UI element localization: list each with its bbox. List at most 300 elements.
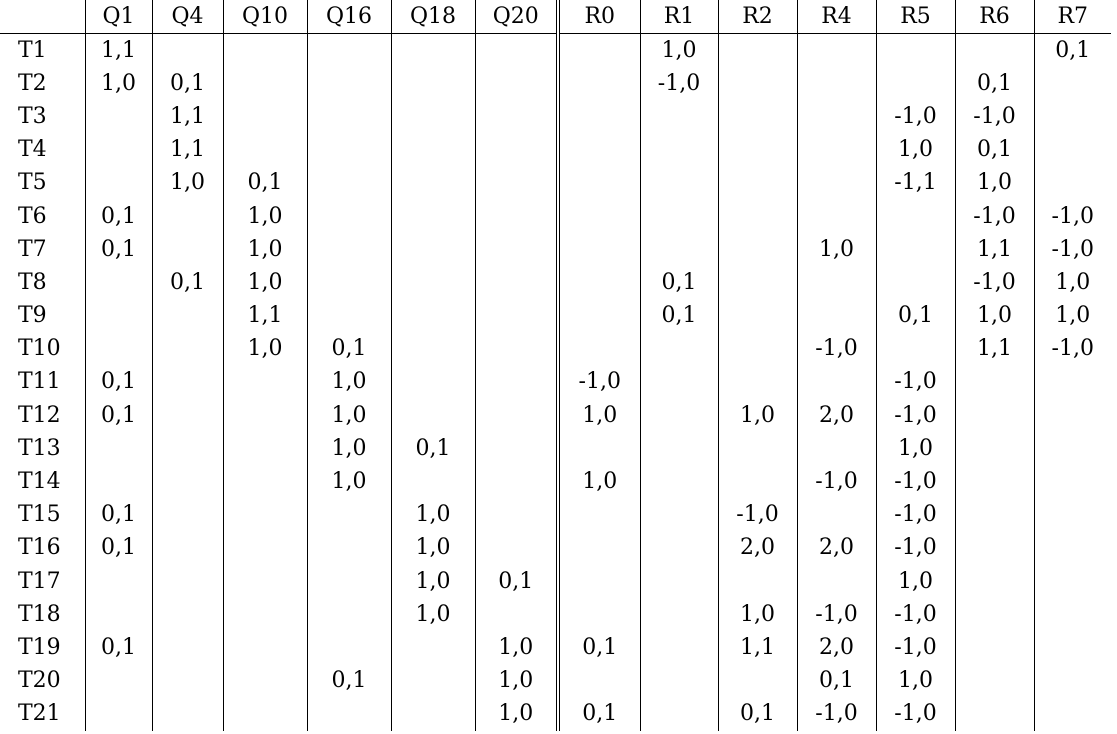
row-label: T18 [18, 601, 61, 627]
table-cell [391, 631, 475, 664]
table-cell: 0,1 [1034, 34, 1111, 68]
table-cell [640, 432, 718, 465]
table-cell: -1,1 [876, 167, 955, 200]
column-header: Q20 [475, 0, 558, 34]
table-cell [475, 233, 558, 266]
table-cell: -1,0 [718, 499, 797, 532]
table-cell: 0,1 [391, 432, 475, 465]
table-cell: 1,0 [152, 167, 223, 200]
table-cell [558, 233, 640, 266]
table-cell [718, 366, 797, 399]
table-cell: -1,0 [876, 366, 955, 399]
table-cell: 1,1 [223, 300, 307, 333]
table-cell: 1,0 [85, 67, 152, 100]
table-cell [640, 499, 718, 532]
table-cell [1034, 167, 1111, 200]
table-cell [718, 34, 797, 68]
table-row [0, 499, 1111, 532]
table-cell [955, 399, 1034, 432]
table-cell [640, 665, 718, 698]
column-header: Q16 [307, 0, 391, 34]
table-cell: 1,0 [876, 134, 955, 167]
table-cell [558, 266, 640, 299]
table-cell [391, 366, 475, 399]
table-cell [475, 333, 558, 366]
table-cell [475, 598, 558, 631]
table-cell [558, 565, 640, 598]
table-cell [391, 300, 475, 333]
table-cell [152, 333, 223, 366]
table-cell: 0,1 [718, 698, 797, 731]
table-cell: 0,1 [85, 366, 152, 399]
table-cell [85, 565, 152, 598]
table-cell [640, 100, 718, 133]
table-cell: 1,0 [223, 333, 307, 366]
column-header: R2 [718, 0, 797, 34]
column-header: Q4 [152, 0, 223, 34]
table-cell [85, 698, 152, 731]
table-row [0, 200, 1111, 233]
table-row [0, 665, 1111, 698]
table-cell: 1,0 [307, 432, 391, 465]
table-row [0, 167, 1111, 200]
row-label: T19 [18, 634, 61, 660]
table-cell [797, 300, 876, 333]
table-cell [152, 465, 223, 498]
table-cell [223, 34, 307, 68]
table-cell [85, 598, 152, 631]
table-cell [223, 499, 307, 532]
table-cell [152, 432, 223, 465]
table-cell [640, 167, 718, 200]
table-row [0, 399, 1111, 432]
table-cell [955, 698, 1034, 731]
table-cell [797, 100, 876, 133]
row-label: T6 [18, 203, 47, 229]
table-cell: 1,0 [307, 399, 391, 432]
table-cell [955, 598, 1034, 631]
table-cell [718, 67, 797, 100]
table-cell: 0,1 [876, 300, 955, 333]
table-body [0, 34, 1111, 731]
table-cell [475, 167, 558, 200]
table-cell [85, 333, 152, 366]
table-cell: -1,0 [1034, 233, 1111, 266]
table-cell [1034, 432, 1111, 465]
table-cell [955, 499, 1034, 532]
table-cell [152, 366, 223, 399]
table-cell [558, 134, 640, 167]
table-cell [475, 532, 558, 565]
table-cell: 0,1 [475, 565, 558, 598]
row-label: T4 [18, 137, 47, 163]
table-cell [391, 67, 475, 100]
table-cell [85, 432, 152, 465]
table-cell: -1,0 [876, 465, 955, 498]
table-cell [718, 465, 797, 498]
table-cell [475, 366, 558, 399]
table-cell: 0,1 [152, 266, 223, 299]
table-cell [640, 200, 718, 233]
table-cell [85, 300, 152, 333]
table-cell: -1,0 [876, 499, 955, 532]
table-cell: 0,1 [85, 631, 152, 664]
table-cell [558, 34, 640, 68]
table-cell: 1,0 [307, 366, 391, 399]
table-row [0, 565, 1111, 598]
table-cell [797, 200, 876, 233]
table-row [0, 698, 1111, 731]
table-cell [797, 499, 876, 532]
table-cell: 1,0 [558, 465, 640, 498]
table-cell: 1,1 [85, 34, 152, 68]
table-row [0, 333, 1111, 366]
column-header: Q10 [223, 0, 307, 34]
table-cell [391, 200, 475, 233]
table-cell [955, 465, 1034, 498]
table-cell: -1,0 [955, 266, 1034, 299]
table-cell [391, 465, 475, 498]
row-label: T20 [18, 668, 61, 694]
table-cell [152, 665, 223, 698]
corner-cell [0, 0, 85, 34]
table-cell: 1,0 [797, 233, 876, 266]
row-label: T9 [18, 303, 47, 329]
row-label: T1 [18, 37, 47, 63]
table-cell: -1,0 [876, 631, 955, 664]
table-cell: 1,0 [391, 565, 475, 598]
table-cell [955, 532, 1034, 565]
table-row [0, 134, 1111, 167]
table-cell: 1,1 [718, 631, 797, 664]
table-cell [1034, 598, 1111, 631]
table-cell: 1,0 [718, 598, 797, 631]
column-header: R1 [640, 0, 718, 34]
table-cell: 1,0 [223, 200, 307, 233]
table-cell [1034, 100, 1111, 133]
column-header: Q18 [391, 0, 475, 34]
table-cell: 1,1 [955, 333, 1034, 366]
table-cell [558, 598, 640, 631]
row-label: T12 [18, 402, 61, 428]
table-cell [718, 432, 797, 465]
table-cell: 0,1 [797, 665, 876, 698]
header-row [0, 0, 1111, 34]
table-cell [718, 100, 797, 133]
table-cell [391, 665, 475, 698]
table-cell: -1,0 [640, 67, 718, 100]
table-cell [152, 532, 223, 565]
table-cell [876, 34, 955, 68]
table-cell: 1,0 [223, 233, 307, 266]
table-cell [475, 134, 558, 167]
table-cell [718, 200, 797, 233]
table-cell [391, 134, 475, 167]
table-cell [85, 266, 152, 299]
table-cell [307, 34, 391, 68]
table-row [0, 631, 1111, 664]
column-header: R5 [876, 0, 955, 34]
table-cell: 0,1 [955, 134, 1034, 167]
row-label: T11 [18, 369, 61, 395]
table-cell [223, 698, 307, 731]
table-cell: -1,0 [797, 465, 876, 498]
table-cell: 1,0 [1034, 300, 1111, 333]
table-cell [307, 598, 391, 631]
table-cell: -1,0 [558, 366, 640, 399]
table-row [0, 233, 1111, 266]
table-cell: 1,0 [391, 598, 475, 631]
table-cell [640, 134, 718, 167]
table-cell [1034, 134, 1111, 167]
table-cell: 1,0 [640, 34, 718, 68]
table-cell [152, 300, 223, 333]
table-cell [955, 34, 1034, 68]
table-cell [475, 200, 558, 233]
row-label: T5 [18, 170, 47, 196]
table-cell [640, 233, 718, 266]
table-row [0, 34, 1111, 68]
table-cell [640, 366, 718, 399]
table-cell: 1,0 [307, 465, 391, 498]
table-cell: 1,0 [876, 565, 955, 598]
table-cell: 1,0 [876, 432, 955, 465]
table-row [0, 532, 1111, 565]
table-cell [718, 565, 797, 598]
table-cell [718, 266, 797, 299]
table-cell: 1,0 [558, 399, 640, 432]
table-cell: 0,1 [307, 333, 391, 366]
table-cell [640, 333, 718, 366]
table-cell [955, 665, 1034, 698]
table-cell [152, 565, 223, 598]
table-cell [152, 34, 223, 68]
table-cell [223, 67, 307, 100]
table-cell [558, 300, 640, 333]
table-cell: -1,0 [876, 100, 955, 133]
table-cell [152, 499, 223, 532]
table-cell [718, 233, 797, 266]
table-cell [1034, 67, 1111, 100]
table-row [0, 100, 1111, 133]
table-cell [876, 266, 955, 299]
table-cell [391, 266, 475, 299]
table-cell: 0,1 [85, 532, 152, 565]
table-cell [558, 200, 640, 233]
table-cell [1034, 631, 1111, 664]
table-cell: 1,0 [475, 665, 558, 698]
table-cell [85, 100, 152, 133]
table-cell [640, 532, 718, 565]
table-cell [391, 399, 475, 432]
table-cell [1034, 532, 1111, 565]
table-cell [223, 432, 307, 465]
table-cell [223, 100, 307, 133]
table-cell: 1,0 [475, 698, 558, 731]
table-cell [876, 67, 955, 100]
table-row [0, 598, 1111, 631]
table-cell [558, 100, 640, 133]
table-cell [391, 100, 475, 133]
table-cell [223, 565, 307, 598]
table-cell [475, 499, 558, 532]
table-cell: 1,0 [876, 665, 955, 698]
table-cell: 0,1 [558, 698, 640, 731]
table-cell [475, 432, 558, 465]
table-cell [307, 233, 391, 266]
row-label: T15 [18, 502, 61, 528]
table-cell [558, 167, 640, 200]
table-cell [391, 34, 475, 68]
table-cell [223, 532, 307, 565]
table-cell: 1,0 [718, 399, 797, 432]
table-cell: 1,1 [152, 100, 223, 133]
table-cell [797, 432, 876, 465]
table-cell [955, 432, 1034, 465]
table-cell [475, 465, 558, 498]
row-label: T14 [18, 469, 61, 495]
table-cell [1034, 366, 1111, 399]
table-cell [223, 598, 307, 631]
table-cell: 1,0 [391, 499, 475, 532]
table-cell [152, 631, 223, 664]
table-row [0, 465, 1111, 498]
table-row [0, 432, 1111, 465]
table-cell [475, 300, 558, 333]
table-cell [797, 134, 876, 167]
table-cell [307, 499, 391, 532]
table-cell [955, 366, 1034, 399]
table-cell [475, 100, 558, 133]
column-header: R6 [955, 0, 1034, 34]
table-cell [307, 100, 391, 133]
table-cell [223, 665, 307, 698]
table-cell [307, 698, 391, 731]
table-cell [307, 300, 391, 333]
row-label: T16 [18, 535, 61, 561]
table-cell [876, 333, 955, 366]
table-cell: 1,0 [1034, 266, 1111, 299]
table-cell: -1,0 [1034, 333, 1111, 366]
row-label: T2 [18, 70, 47, 96]
table-cell: -1,0 [955, 200, 1034, 233]
table-cell [152, 233, 223, 266]
table-cell: 0,1 [85, 399, 152, 432]
table-cell [640, 598, 718, 631]
table-cell [1034, 665, 1111, 698]
table-cell [307, 532, 391, 565]
table-cell [307, 565, 391, 598]
table-cell: 1,1 [152, 134, 223, 167]
table-cell: 1,0 [475, 631, 558, 664]
table-cell: 0,1 [640, 300, 718, 333]
table-cell [558, 432, 640, 465]
table-cell [558, 499, 640, 532]
row-label: T21 [18, 701, 61, 727]
table-cell: -1,0 [876, 399, 955, 432]
table-cell [223, 399, 307, 432]
table-cell [640, 399, 718, 432]
table-cell: 2,0 [797, 631, 876, 664]
table-cell [797, 565, 876, 598]
table-cell [640, 631, 718, 664]
row-label: T7 [18, 236, 47, 262]
table-row [0, 300, 1111, 333]
row-label: T8 [18, 269, 47, 295]
table-cell [85, 465, 152, 498]
table-cell: -1,0 [797, 333, 876, 366]
table-cell: 1,0 [223, 266, 307, 299]
table-cell [152, 698, 223, 731]
row-label: T10 [18, 336, 61, 362]
table-cell: 0,1 [223, 167, 307, 200]
table-cell [718, 167, 797, 200]
table-cell: 2,0 [718, 532, 797, 565]
table-row [0, 67, 1111, 100]
table-cell [558, 665, 640, 698]
table-cell [223, 134, 307, 167]
table-cell: -1,0 [876, 532, 955, 565]
table-cell [797, 167, 876, 200]
table-cell [307, 67, 391, 100]
table-cell: 0,1 [558, 631, 640, 664]
table-cell [955, 631, 1034, 664]
table-cell [558, 333, 640, 366]
table-cell [85, 134, 152, 167]
table-cell [640, 698, 718, 731]
table-cell [152, 200, 223, 233]
table-cell: -1,0 [955, 100, 1034, 133]
table-cell: 1,0 [955, 167, 1034, 200]
table-cell [391, 698, 475, 731]
row-label: T17 [18, 568, 61, 594]
table-cell [223, 465, 307, 498]
table-cell [85, 665, 152, 698]
table-cell [307, 266, 391, 299]
table-cell [1034, 465, 1111, 498]
table-cell: 1,0 [391, 532, 475, 565]
table-cell [1034, 399, 1111, 432]
table-cell [797, 366, 876, 399]
table-cell [797, 266, 876, 299]
table-cell [152, 598, 223, 631]
table-cell [718, 300, 797, 333]
table-cell [955, 565, 1034, 598]
table-cell [718, 134, 797, 167]
table-cell [876, 233, 955, 266]
table-cell [475, 34, 558, 68]
row-label: T3 [18, 103, 47, 129]
table-row [0, 266, 1111, 299]
column-header: R4 [797, 0, 876, 34]
table-cell [307, 167, 391, 200]
table-cell [718, 333, 797, 366]
table-cell [307, 134, 391, 167]
table-cell: -1,0 [797, 598, 876, 631]
column-header: R0 [558, 0, 640, 34]
table-cell [1034, 698, 1111, 731]
table-cell [640, 565, 718, 598]
table-cell: 1,1 [955, 233, 1034, 266]
table-cell [718, 665, 797, 698]
table-row [0, 366, 1111, 399]
table-cell [391, 167, 475, 200]
table-cell [391, 233, 475, 266]
table-cell: 2,0 [797, 532, 876, 565]
table-cell: -1,0 [876, 698, 955, 731]
table-cell [475, 67, 558, 100]
table-cell [85, 167, 152, 200]
